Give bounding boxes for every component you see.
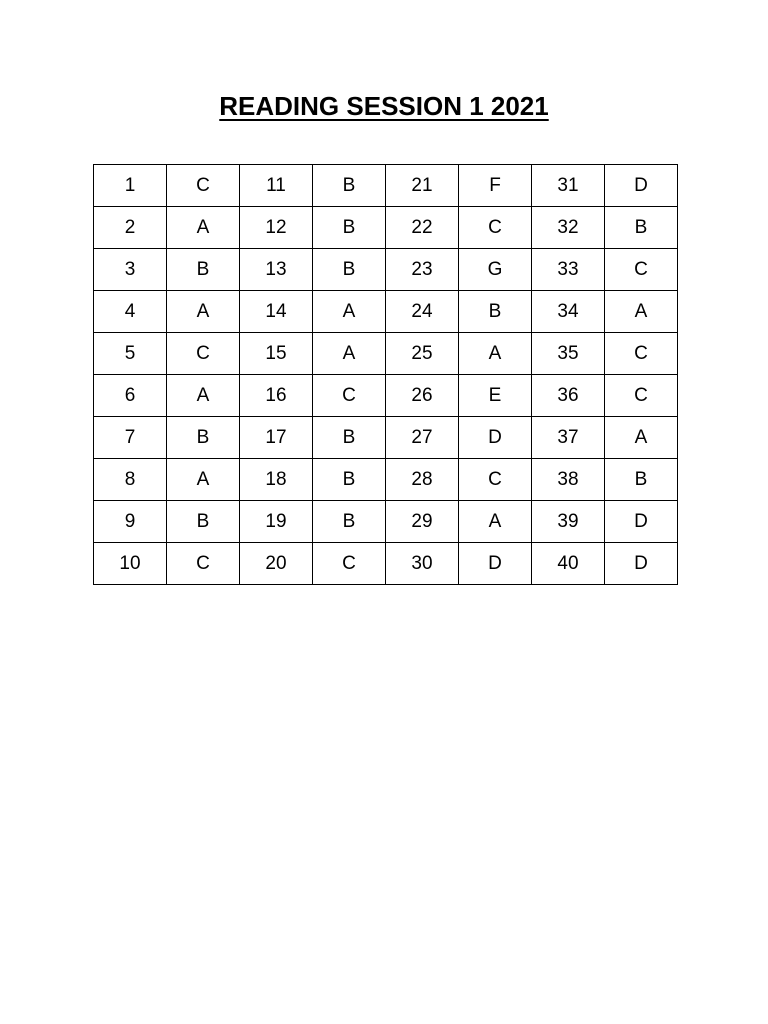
answer-letter-cell: B (313, 459, 386, 501)
question-number-cell: 17 (240, 417, 313, 459)
answer-letter-cell: E (459, 375, 532, 417)
question-number-cell: 18 (240, 459, 313, 501)
answer-letter-cell: A (459, 333, 532, 375)
question-number-cell: 19 (240, 501, 313, 543)
question-number-cell: 11 (240, 165, 313, 207)
question-number-cell: 30 (386, 543, 459, 585)
question-number-cell: 22 (386, 207, 459, 249)
answer-letter-cell: D (605, 501, 678, 543)
question-number-cell: 9 (94, 501, 167, 543)
question-number-cell: 35 (532, 333, 605, 375)
question-number-cell: 4 (94, 291, 167, 333)
answer-letter-cell: D (605, 165, 678, 207)
answer-letter-cell: A (167, 375, 240, 417)
question-number-cell: 14 (240, 291, 313, 333)
question-number-cell: 12 (240, 207, 313, 249)
answer-letter-cell: C (605, 375, 678, 417)
question-number-cell: 2 (94, 207, 167, 249)
question-number-cell: 33 (532, 249, 605, 291)
question-number-cell: 26 (386, 375, 459, 417)
question-number-cell: 16 (240, 375, 313, 417)
page-title (0, 86, 768, 126)
question-number-cell: 20 (240, 543, 313, 585)
question-number-cell: 13 (240, 249, 313, 291)
question-number-cell: 29 (386, 501, 459, 543)
table-row (94, 165, 678, 207)
answer-letter-cell: D (459, 417, 532, 459)
answer-letter-cell: A (167, 207, 240, 249)
answer-letter-cell: A (167, 459, 240, 501)
answer-letter-cell: G (459, 249, 532, 291)
answer-letter-cell: C (605, 249, 678, 291)
answer-letter-cell: F (459, 165, 532, 207)
table-row (94, 249, 678, 291)
question-number-cell: 37 (532, 417, 605, 459)
question-number-cell: 1 (94, 165, 167, 207)
answer-letter-cell: B (167, 501, 240, 543)
answer-letter-cell: A (313, 291, 386, 333)
answer-key-body (94, 165, 678, 585)
table-row (94, 543, 678, 585)
answer-letter-cell: B (313, 501, 386, 543)
answer-letter-cell: A (459, 501, 532, 543)
question-number-cell: 5 (94, 333, 167, 375)
table-row (94, 501, 678, 543)
question-number-cell: 6 (94, 375, 167, 417)
question-number-cell: 3 (94, 249, 167, 291)
answer-letter-cell: A (167, 291, 240, 333)
question-number-cell: 27 (386, 417, 459, 459)
answer-letter-cell: C (605, 333, 678, 375)
answer-letter-cell: A (605, 291, 678, 333)
answer-letter-cell: B (167, 249, 240, 291)
table-row (94, 375, 678, 417)
answer-letter-cell: B (605, 207, 678, 249)
answer-letter-cell: B (313, 207, 386, 249)
table-row (94, 417, 678, 459)
answer-key-table (93, 164, 678, 585)
answer-letter-cell: C (167, 165, 240, 207)
answer-letter-cell: C (459, 459, 532, 501)
question-number-cell: 24 (386, 291, 459, 333)
answer-letter-cell: A (313, 333, 386, 375)
question-number-cell: 32 (532, 207, 605, 249)
question-number-cell: 10 (94, 543, 167, 585)
question-number-cell: 39 (532, 501, 605, 543)
answer-letter-cell: C (459, 207, 532, 249)
answer-letter-cell: C (313, 375, 386, 417)
page-title-text: READING SESSION 1 2021 (219, 91, 549, 121)
answer-letter-cell: D (459, 543, 532, 585)
question-number-cell: 15 (240, 333, 313, 375)
answer-letter-cell: C (313, 543, 386, 585)
answer-letter-cell: B (459, 291, 532, 333)
question-number-cell: 21 (386, 165, 459, 207)
question-number-cell: 36 (532, 375, 605, 417)
question-number-cell: 31 (532, 165, 605, 207)
question-number-cell: 25 (386, 333, 459, 375)
table-row (94, 333, 678, 375)
answer-letter-cell: B (313, 165, 386, 207)
question-number-cell: 40 (532, 543, 605, 585)
answer-letter-cell: B (605, 459, 678, 501)
answer-letter-cell: D (605, 543, 678, 585)
question-number-cell: 23 (386, 249, 459, 291)
table-row (94, 291, 678, 333)
table-row (94, 207, 678, 249)
answer-letter-cell: C (167, 333, 240, 375)
question-number-cell: 7 (94, 417, 167, 459)
answer-letter-cell: B (313, 249, 386, 291)
table-row (94, 459, 678, 501)
question-number-cell: 28 (386, 459, 459, 501)
question-number-cell: 34 (532, 291, 605, 333)
answer-letter-cell: C (167, 543, 240, 585)
answer-letter-cell: B (313, 417, 386, 459)
question-number-cell: 38 (532, 459, 605, 501)
answer-letter-cell: B (167, 417, 240, 459)
answer-letter-cell: A (605, 417, 678, 459)
question-number-cell: 8 (94, 459, 167, 501)
